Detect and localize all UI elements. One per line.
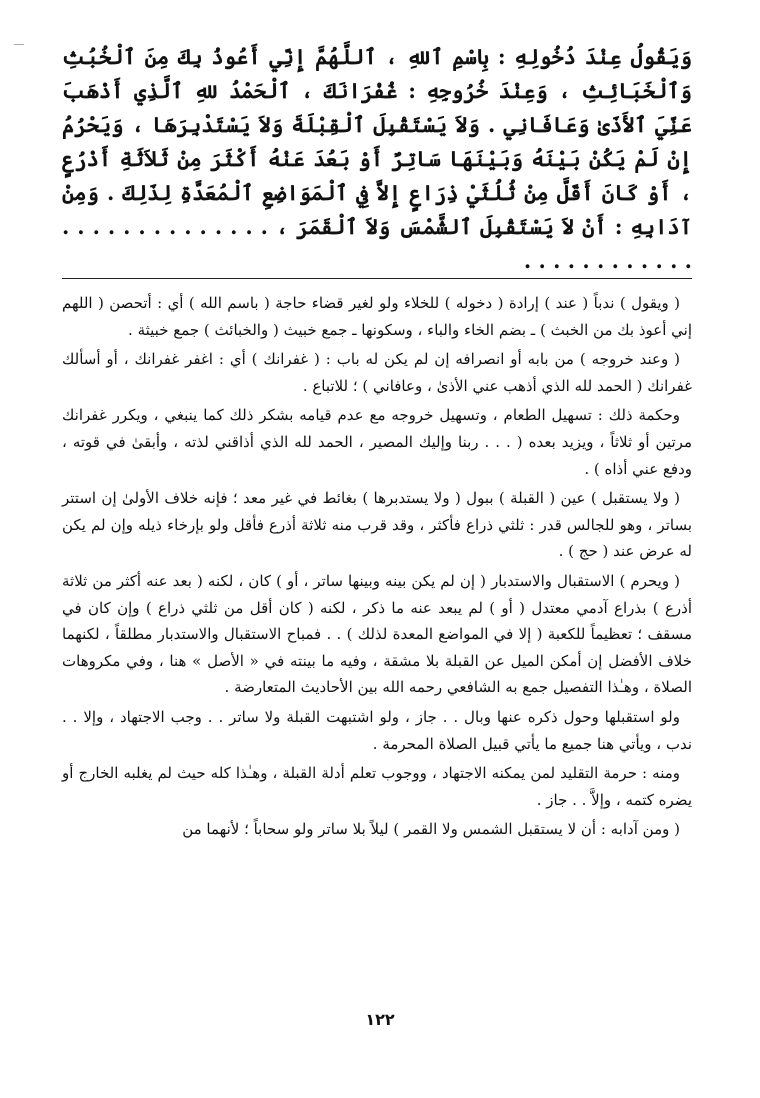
commentary-paragraph: وحكمة ذلك : تسهيل الطعام ، وتسهيل خروجه مع عدم قيامه بشكر ذلك كما ينبغي ، ويكرر غفرانك مرتين أو ثلاثاً ، ويزيد بعده ( . . . ربنا وإليك المصير ، الحمد لله الذي أذاقني لذته ، وأبقىٰ في قوته ، ودفع عني أذاه ) . [62,406,692,478]
separator-line [62,278,692,279]
scan-mark [14,44,24,45]
main-text [62,40,692,278]
commentary-paragraph: ولو استقبلها وحول ذكره عنها وبال . . جاز ، ولو اشتبهت القبلة ولا ساتر . . وجب الاجتهاد ، وإلا . . ندب ، ويأتي هنا جميع ما يأتي قبيل الصلاة المحرمة . [62,707,692,753]
commentary-paragraph: ( ولا يستقبل ) عين ( القبلة ) ببول ( ولا يستدبرها ) بغائط في غير معد ؛ فإنه خلاف الأولىٰ إن استتر بساتر ، وهو للجالس قدر : ثلثي ذراع فأكثر ، وقد قرب منه ثلاثة أذرع فأقل ولو بإرخاء ذيله وإن لم يكن له عرض عند ( حج ) . [62,489,692,561]
commentary-paragraph: ( ومن آدابه : أن لا يستقبل الشمس ولا القمر ) ليلاً بلا ساتر ولو سحاباً ؛ لأنهما من [182,820,680,839]
main-text-paragraph: وَيَقُولُ عِنْدَ دُخُولِهِ : بِاسْمِ ٱللهِ ، ٱللَّهُمَّ إِنِّي أَعُوذُ بِكَ مِنَ ٱلْخُبُثِ وَٱلْخَبَائِثِ ، وَعِنْدَ خُرُوجِهِ : غُفْرَانَكَ ، ٱلْحَمْدُ للهِ ٱلَّذِي أَذْهَبَ عَنِّيَ ٱلأَذَىٰ وَعَافَانِي . وَلاَ يَسْتَقْبِلَ ٱلْقِبْلَةَ وَلاَ يَسْتَدْبِرَهَا ، وَيَحْرُمُ إِنْ لَمْ يَكُنْ بَيْنَهُ وَبَيْنَهَا سَاتِرٌ أَوْ بَعُدَ عَنْهُ أَكْثَرَ مِنْ ثَلاَثَةِ أَذْرُعٍ ، أَوْ كَانَ أَقَلَّ مِنْ ثُلُثَيْ ذِرَاعٍ إِلاَّ فِي ٱلْمَوَاضِعِ ٱلْمُعَدَّةِ لِذَلِكَ . وَمِنْ آدَابِهِ : أَنْ لاَ يَسْتَقْبِلَ ٱلشَّمْسَ وَلاَ ٱلْقَمَرَ ، . . . . . . . . . . . . . . . . . . . . . . . . . . [62,44,692,273]
commentary-paragraph: ( ويقول ) ندباً ( عند ) إرادة ( دخوله ) للخلاء ولو لغير قضاء حاجة ( باسم الله ) أي : أتحصن ( اللهم إني أعوذ بك من الخبث ) ـ بضم الخاء والباء ، وسكونها ـ جمع خبيث ( والخبائث ) جمع خبيثة . [62,294,692,339]
commentary-paragraph: ( وعند خروجه ) من بابه أو انصرافه إن لم يكن له باب : ( غفرانك ) أي : اغفر غفرانك ، أو أسألك غفرانك ( الحمد لله الذي أذهب عني الأذىٰ ، وعافاني ) ؛ للاتباع . [62,350,692,395]
page-number: ١٢٢ [365,1010,395,1029]
commentary-paragraph: ومنه : حرمة التقليد لمن يمكنه الاجتهاد ، ووجوب تعلم أدلة القبلة ، وهـٰذا كله حيث لم يغلبه الخارج أو يضره كتمه ، وإلاَّ . . جاز . [62,764,692,809]
commentary-paragraph: ( ويحرم ) الاستقبال والاستدبار ( إن لم يكن بينه وبينها ساتر ، أو ) كان ، لكنه ( بعد عنه أكثر من ثلاثة أذرع ) بذراع آدمي معتدل ( أو ) لم يبعد عنه ما ذكر ، لكنه ( كان أقل من ثلثي ذراع ) وإن كان في مسقف ؛ تعظيماً للكعبة ( إلا في المواضع المعدة لذلك ) . . فمباح الاستقبال والاستدبار مطلقاً ، لكنهما خلاف الأفضل إن أمكن الميل عن القبلة بلا مشقة ، وفيه ما بينته في « الأصل » هنا ، وفي مكروهات الصلاة ، وهـٰذا التفصيل جمع به الشافعي رحمه الله بين الأحاديث المتعارضة . [62,571,692,697]
commentary [62,290,692,843]
